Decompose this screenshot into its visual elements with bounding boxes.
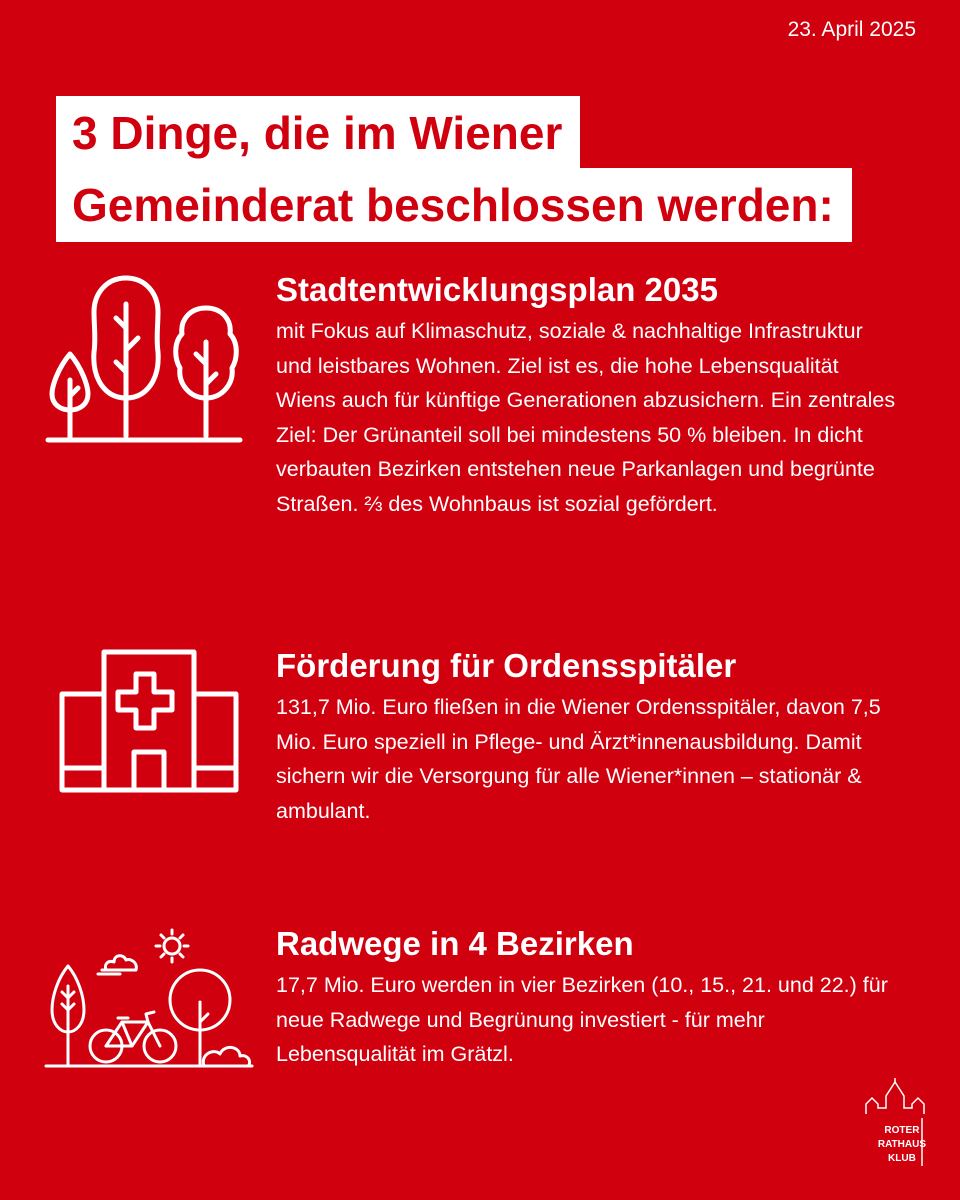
section-text: mit Fokus auf Klimaschutz, soziale & nachhaltige Infrastruktur und leistbares Wohnen. Ziel ist es, die hohe Lebensqualität Wiens auch für künftige Generationen abzusichern. Ein zentrales Ziel: Der Grünanteil soll bei mindestens 50 % bleiben. In dicht verbauten Bezirken entstehen neue Parkanlagen und begrünte Straßen. ⅔ des Wohnbaus ist sozial gefördert. [276, 319, 896, 516]
section-heading: Stadtentwicklungsplan 2035 [276, 271, 718, 308]
title-line-1: 3 Dinge, die im Wiener [56, 96, 580, 170]
date: 23. April 2025 [787, 18, 916, 41]
logo-line-3: KLUB [888, 1153, 916, 1164]
section-text: 131,7 Mio. Euro fließen in die Wiener Ordensspitäler, davon 7,5 Mio. Euro speziell in Pflege- und Ärzt*innenausbildung. Damit sichern wir die Versorgung für alle Wiener*innen – stationär & ambulant. [276, 695, 881, 823]
logo-line-2: RATHAUS [877, 1139, 926, 1150]
bicycle-park-icon [44, 926, 254, 1072]
section-heading: Förderung für Ordensspitäler [276, 647, 737, 684]
logo-line-1: ROTER [884, 1125, 920, 1136]
title-line-2: Gemeinderat beschlossen werden: [56, 168, 852, 242]
section-text: 17,7 Mio. Euro werden in vier Bezirken (10., 15., 21. und 22.) für neue Radwege und Begrünung investiert - für mehr Lebensqualität im Grätzl. [276, 973, 888, 1067]
logo-text [878, 1124, 926, 1166]
section-stadtentwicklungsplan [276, 272, 896, 521]
trees-icon [44, 268, 244, 448]
section-radwege [276, 926, 896, 1072]
hospital-icon [56, 648, 242, 794]
section-heading: Radwege in 4 Bezirken [276, 925, 634, 962]
section-ordensspitaeler [276, 648, 896, 828]
